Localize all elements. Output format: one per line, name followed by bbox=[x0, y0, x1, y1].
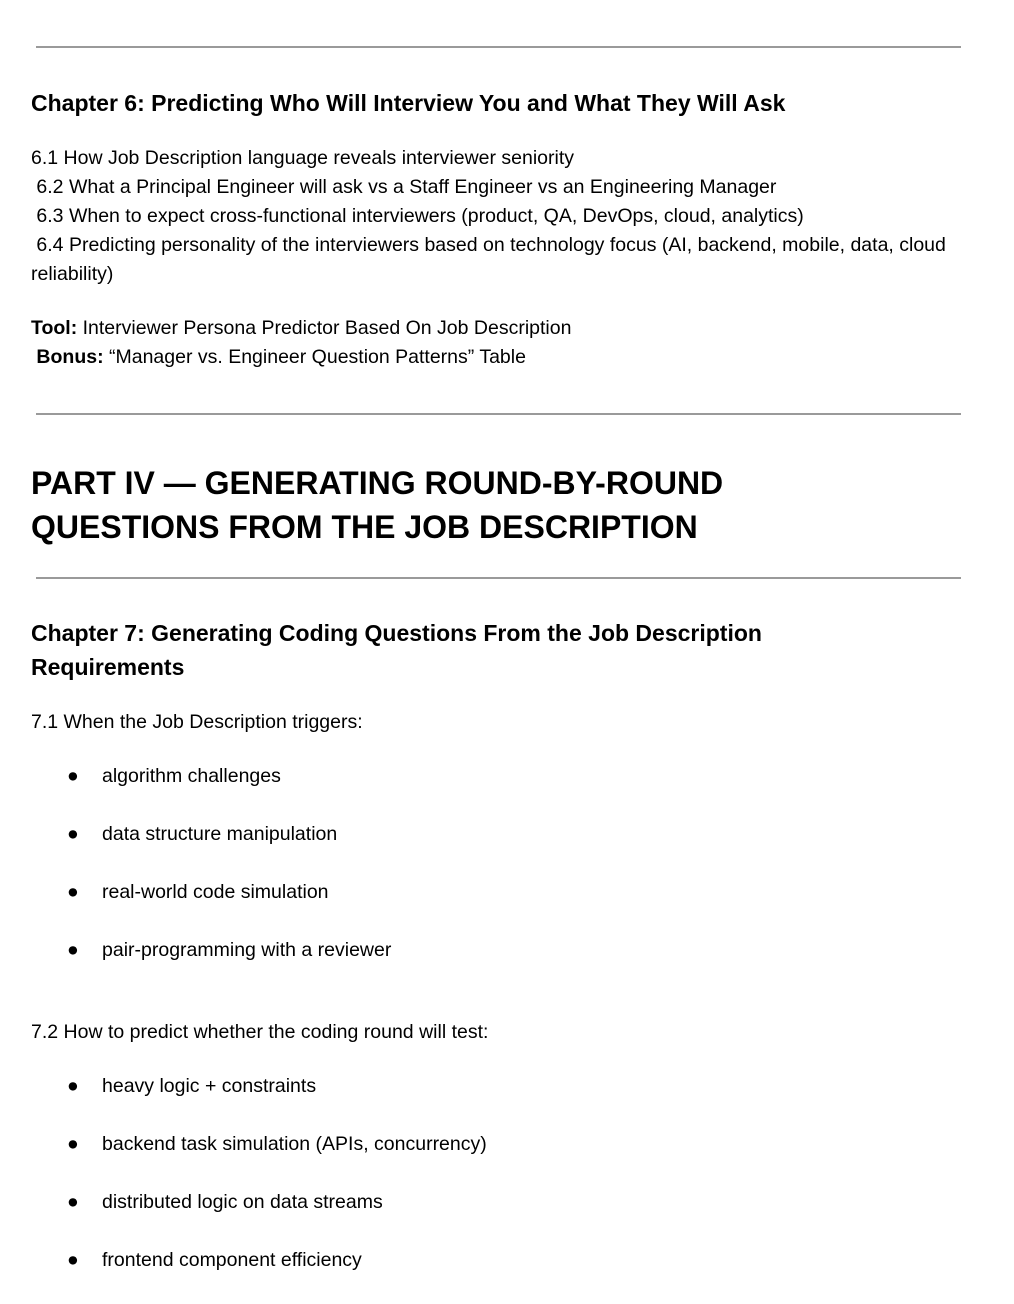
chapter-6-sections bbox=[31, 144, 971, 289]
tool-label: Tool: bbox=[31, 317, 78, 339]
list-item-text: real-world code simulation bbox=[102, 881, 329, 903]
list-item-text: heavy logic + constraints bbox=[102, 1075, 317, 1097]
list-item bbox=[67, 881, 329, 904]
list-item bbox=[67, 1249, 362, 1272]
list-item bbox=[67, 1191, 383, 1214]
section-6-3: 6.3 When to expect cross-functional interviewers (product, QA, DevOps, cloud, analytics) bbox=[31, 205, 804, 227]
list-item-text: pair-programming with a reviewer bbox=[102, 939, 392, 961]
bullet-icon: ● bbox=[67, 1191, 79, 1213]
bullet-icon: ● bbox=[67, 1075, 79, 1097]
part-4-heading: PART IV — GENERATING ROUND-BY-ROUND QUESTIONS FROM THE JOB DESCRIPTION bbox=[31, 465, 724, 545]
section-6-4: 6.4 Predicting personality of the interviewers based on technology focus (AI, backend, mobile, data, cloud reliability) bbox=[31, 234, 952, 285]
list-item-text: frontend component efficiency bbox=[102, 1249, 362, 1271]
list-item bbox=[67, 939, 391, 962]
section-7-1: 7.1 When the Job Description triggers: bbox=[31, 711, 363, 733]
chapter-6-heading: Chapter 6: Predicting Who Will Interview You and What They Will Ask bbox=[31, 90, 786, 116]
chapter-7-heading: Chapter 7: Generating Coding Questions From the Job Description Requirements bbox=[31, 620, 762, 680]
list-item-text: data structure manipulation bbox=[102, 823, 338, 845]
list-item-text: algorithm challenges bbox=[102, 765, 281, 787]
section-6-2: 6.2 What a Principal Engineer will ask vs a Staff Engineer vs an Engineering Manager bbox=[31, 176, 777, 198]
bonus-text: “Manager vs. Engineer Question Patterns” Table bbox=[103, 346, 526, 368]
bullet-icon: ● bbox=[67, 823, 79, 845]
bonus-label: Bonus: bbox=[36, 346, 104, 368]
divider bbox=[36, 413, 961, 415]
list-item-text: distributed logic on data streams bbox=[102, 1191, 383, 1213]
tool-text: Interviewer Persona Predictor Based On Job Description bbox=[77, 317, 572, 339]
bullet-icon: ● bbox=[67, 1249, 79, 1271]
section-7-2: 7.2 How to predict whether the coding round will test: bbox=[31, 1021, 489, 1043]
bullet-icon: ● bbox=[67, 939, 79, 961]
bullet-icon: ● bbox=[67, 765, 79, 787]
list-item bbox=[67, 823, 337, 846]
tool-line bbox=[31, 314, 571, 372]
section-6-1: 6.1 How Job Description language reveals interviewer seniority bbox=[31, 147, 575, 169]
list-item-text: backend task simulation (APIs, concurrency) bbox=[102, 1133, 487, 1155]
list-item bbox=[67, 765, 281, 788]
bullet-icon: ● bbox=[67, 881, 79, 903]
divider bbox=[36, 46, 961, 48]
list-item bbox=[67, 1075, 316, 1098]
list-item bbox=[67, 1133, 487, 1156]
bullet-icon: ● bbox=[67, 1133, 79, 1155]
divider bbox=[36, 577, 961, 579]
